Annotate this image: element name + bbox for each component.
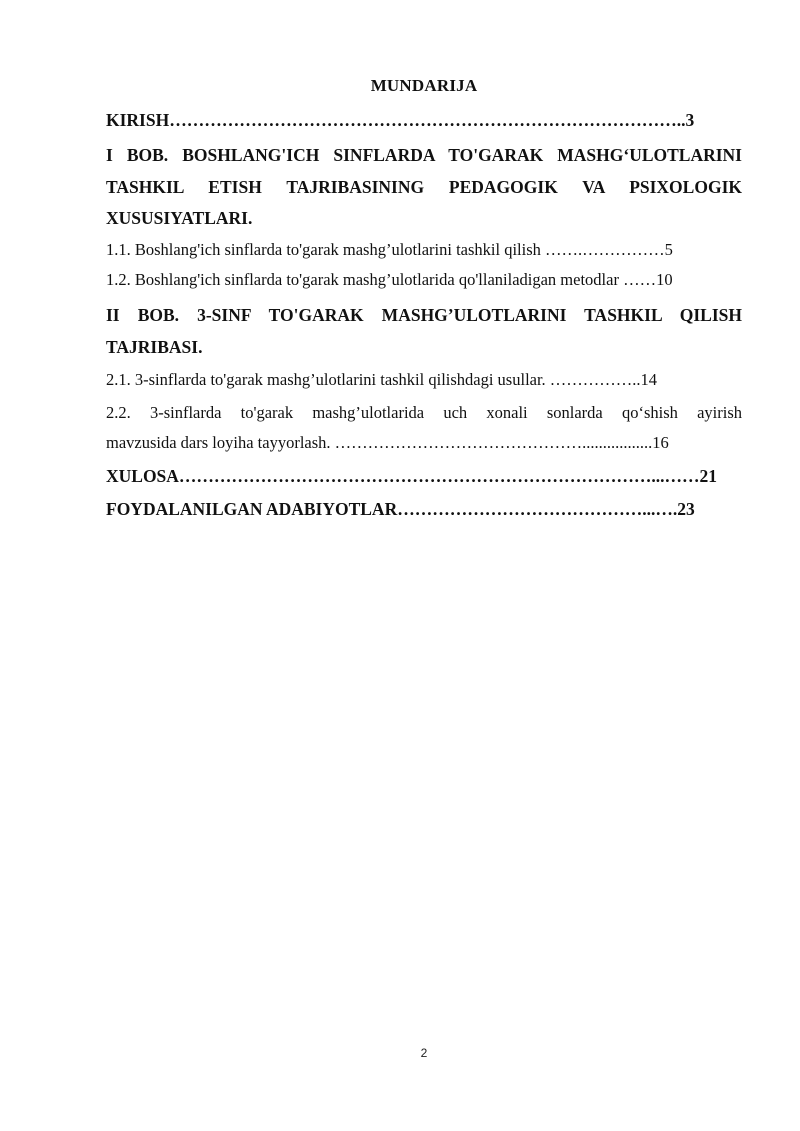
toc-section-2-1: 2.1. 3-sinflarda to'garak mashg’ulotlarini tashkil qilishdagi usullar. ……………..14 [106, 370, 658, 389]
toc-entry-adabiyotlar: FOYDALANILGAN ADABIYOTLAR……………………………………...….23 [106, 499, 695, 519]
toc-chapter-1-line-1: I BOB. BOSHLANG'ICH SINFLARDA TO'GARAK MASHG‘ULOTLARINI [106, 145, 742, 165]
toc-section-2-2-line-1: 2.2. 3-sinflarda to'garak mashg’ulotlarida uch xonali sonlarda qo‘shish ayirish [106, 403, 742, 422]
toc-chapter-1-line-2: TASHKIL ETISH TAJRIBASINING PEDAGOGIK VA PSIXOLOGIK [106, 177, 742, 197]
toc-chapter-2-line-1: II BOB. 3-SINF TO'GARAK MASHG’ULOTLARINI TASHKIL QILISH [106, 305, 742, 325]
page-title: MUNDARIJA [370, 76, 478, 95]
page-number: 2 [420, 1046, 428, 1060]
toc-entry-kirish: KIRISH……………………………………………………………………………..3 [106, 110, 695, 130]
toc-section-1-2: 1.2. Boshlang'ich sinflarda to'garak mashg’ulotlarida qo'llaniladigan metodlar ……10 [106, 270, 673, 289]
toc-section-2-2-line-2: mavzusida dars loyiha tayyorlash. ……………………………………….................16 [106, 433, 669, 452]
toc-entry-xulosa: XULOSA………………………………………………………………………...……21 [106, 466, 718, 486]
toc-chapter-1-line-3: XUSUSIYATLARI. [106, 208, 253, 228]
toc-section-1-1: 1.1. Boshlang'ich sinflarda to'garak mashg’ulotlarini tashkil qilish …….……………5 [106, 240, 673, 259]
toc-chapter-2-line-2: TAJRIBASI. [106, 337, 203, 357]
